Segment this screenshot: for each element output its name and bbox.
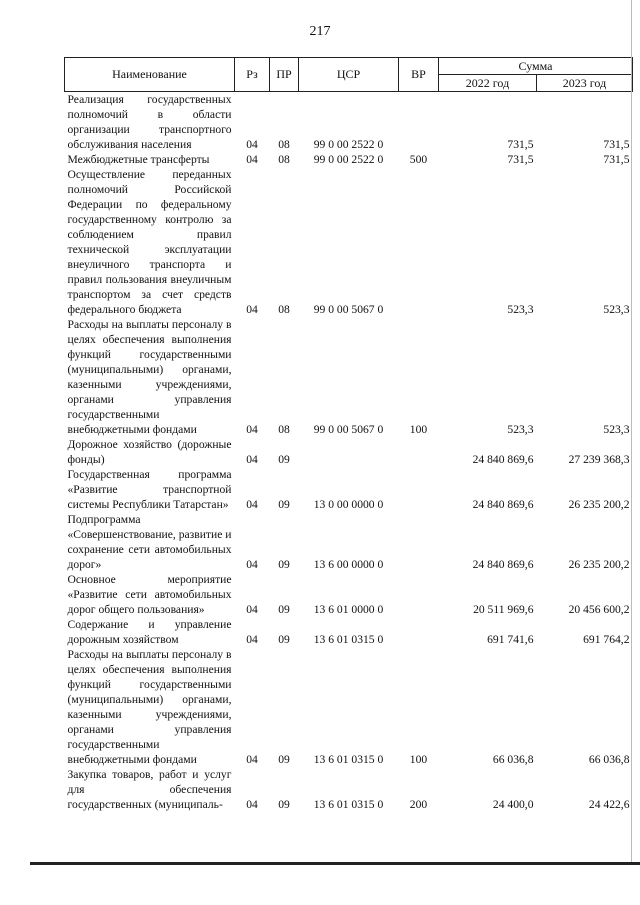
row-sum-2023: 20 456 600,2 xyxy=(568,603,630,616)
row-pr: 09 xyxy=(278,798,290,811)
table-row xyxy=(65,617,633,647)
row-name: Дорожное хозяйство (дорожные фонды) xyxy=(67,438,232,466)
row-pr: 08 xyxy=(278,138,290,151)
bottom-rule xyxy=(30,862,640,865)
row-sum-2023: 523,3 xyxy=(603,423,630,436)
table-row xyxy=(65,437,633,467)
row-csr: 13 6 00 0000 0 xyxy=(313,558,384,571)
header-year-2022: 2022 год xyxy=(439,75,537,92)
table-row xyxy=(65,152,633,167)
row-csr: 99 0 00 2522 0 xyxy=(313,138,384,151)
row-sum-2022: 523,3 xyxy=(507,303,534,316)
row-sum-2023: 26 235 200,2 xyxy=(568,558,630,571)
row-name: Межбюджетные трансферты xyxy=(67,153,210,166)
row-pr: 09 xyxy=(278,558,290,571)
row-rz: 04 xyxy=(246,753,258,766)
row-name: Осуществление переданных полномочий Российской Федерации по федеральному государственному контролю за соблюдением правил технической эксплуатации внеуличного транспорта и правил пользования внеуличным транспортом за счет средств федерального бюджета xyxy=(67,168,232,316)
row-vr xyxy=(399,92,439,153)
row-name: Расходы на выплаты персоналу в целях обеспечения выполнения функций государственными (муниципальными) органами, казенными учреждениями, органами управления государственными внебюджетными фондами xyxy=(67,318,232,436)
row-sum-2022: 691 741,6 xyxy=(487,633,534,646)
row-pr: 09 xyxy=(278,603,290,616)
row-vr xyxy=(399,572,439,617)
table-row xyxy=(65,317,633,437)
row-rz: 04 xyxy=(246,633,258,646)
table-row xyxy=(65,92,633,153)
row-sum-2023: 523,3 xyxy=(603,303,630,316)
row-vr: 100 xyxy=(409,753,428,766)
row-sum-2022: 66 036,8 xyxy=(492,753,534,766)
row-sum-2023: 691 764,2 xyxy=(583,633,630,646)
page-edge xyxy=(631,0,632,865)
row-name: Содержание и управление дорожным хозяйством xyxy=(67,618,232,646)
table-row xyxy=(65,167,633,317)
row-sum-2022: 24 840 869,6 xyxy=(472,558,534,571)
row-vr xyxy=(399,467,439,512)
budget-table xyxy=(64,57,633,812)
table-row xyxy=(65,647,633,767)
row-sum-2023: 66 036,8 xyxy=(588,753,630,766)
row-name: Расходы на выплаты персоналу в целях обеспечения выполнения функций государственными (муниципальными) органами, казенными учреждениями, органами управления государственными внебюджетными фондами xyxy=(67,648,232,766)
row-pr: 09 xyxy=(278,498,290,511)
header-year-2023: 2023 год xyxy=(537,75,633,92)
row-csr: 99 0 00 5067 0 xyxy=(313,423,384,436)
row-csr: 13 6 01 0315 0 xyxy=(313,798,384,811)
header-rz: Рз xyxy=(235,58,270,92)
row-rz: 04 xyxy=(246,603,258,616)
row-csr xyxy=(299,437,399,467)
row-vr xyxy=(399,512,439,572)
row-name: Основное мероприятие «Развитие сети автомобильных дорог общего пользования» xyxy=(67,573,232,616)
row-rz: 04 xyxy=(246,798,258,811)
row-vr: 100 xyxy=(409,423,428,436)
row-name: Закупка товаров, работ и услуг для обеспечения государственных (муниципаль- xyxy=(67,768,232,811)
row-csr: 13 0 00 0000 0 xyxy=(313,498,384,511)
row-csr: 13 6 01 0000 0 xyxy=(313,603,384,616)
header-pr: ПР xyxy=(270,58,299,92)
header-sum: Сумма xyxy=(439,58,633,75)
row-pr: 09 xyxy=(278,453,290,466)
row-csr: 99 0 00 2522 0 xyxy=(313,153,384,166)
row-rz: 04 xyxy=(246,303,258,316)
row-pr: 08 xyxy=(278,153,290,166)
table-row xyxy=(65,572,633,617)
row-vr xyxy=(399,617,439,647)
row-name: Государственная программа «Развитие транспортной системы Республики Татарстан» xyxy=(67,468,232,511)
row-name: Подпрограмма «Совершенствование, развитие и сохранение сети автомобильных дорог» xyxy=(67,513,232,571)
row-sum-2022: 24 400,0 xyxy=(492,798,534,811)
row-vr xyxy=(399,437,439,467)
table-row xyxy=(65,512,633,572)
row-vr: 500 xyxy=(409,153,428,166)
table-header xyxy=(65,58,633,92)
row-pr: 08 xyxy=(278,423,290,436)
row-csr: 99 0 00 5067 0 xyxy=(313,303,384,316)
row-sum-2022: 731,5 xyxy=(507,153,534,166)
row-sum-2022: 731,5 xyxy=(507,138,534,151)
row-sum-2022: 24 840 869,6 xyxy=(472,498,534,511)
row-sum-2023: 27 239 368,3 xyxy=(568,453,630,466)
row-csr: 13 6 01 0315 0 xyxy=(313,633,384,646)
row-rz: 04 xyxy=(246,453,258,466)
table-row xyxy=(65,467,633,512)
row-csr: 13 6 01 0315 0 xyxy=(313,753,384,766)
row-rz: 04 xyxy=(246,498,258,511)
row-sum-2023: 26 235 200,2 xyxy=(568,498,630,511)
page-number: 217 xyxy=(309,24,331,39)
row-vr xyxy=(399,167,439,317)
header-vr: ВР xyxy=(399,58,439,92)
row-sum-2023: 731,5 xyxy=(603,153,630,166)
row-rz: 04 xyxy=(246,138,258,151)
row-rz: 04 xyxy=(246,423,258,436)
row-pr: 08 xyxy=(278,303,290,316)
row-vr: 200 xyxy=(409,798,428,811)
row-sum-2022: 20 511 969,6 xyxy=(473,603,534,616)
row-sum-2022: 24 840 869,6 xyxy=(472,453,534,466)
table-body xyxy=(65,92,633,813)
row-rz: 04 xyxy=(246,558,258,571)
row-sum-2022: 523,3 xyxy=(507,423,534,436)
header-name: Наименование xyxy=(65,58,235,92)
row-pr: 09 xyxy=(278,753,290,766)
row-sum-2023: 24 422,6 xyxy=(588,798,630,811)
table-row xyxy=(65,767,633,812)
row-name: Реализация государственных полномочий в области организации транспортного обслуживания населения xyxy=(67,93,232,151)
row-rz: 04 xyxy=(246,153,258,166)
header-csr: ЦСР xyxy=(299,58,399,92)
row-pr: 09 xyxy=(278,633,290,646)
row-sum-2023: 731,5 xyxy=(603,138,630,151)
